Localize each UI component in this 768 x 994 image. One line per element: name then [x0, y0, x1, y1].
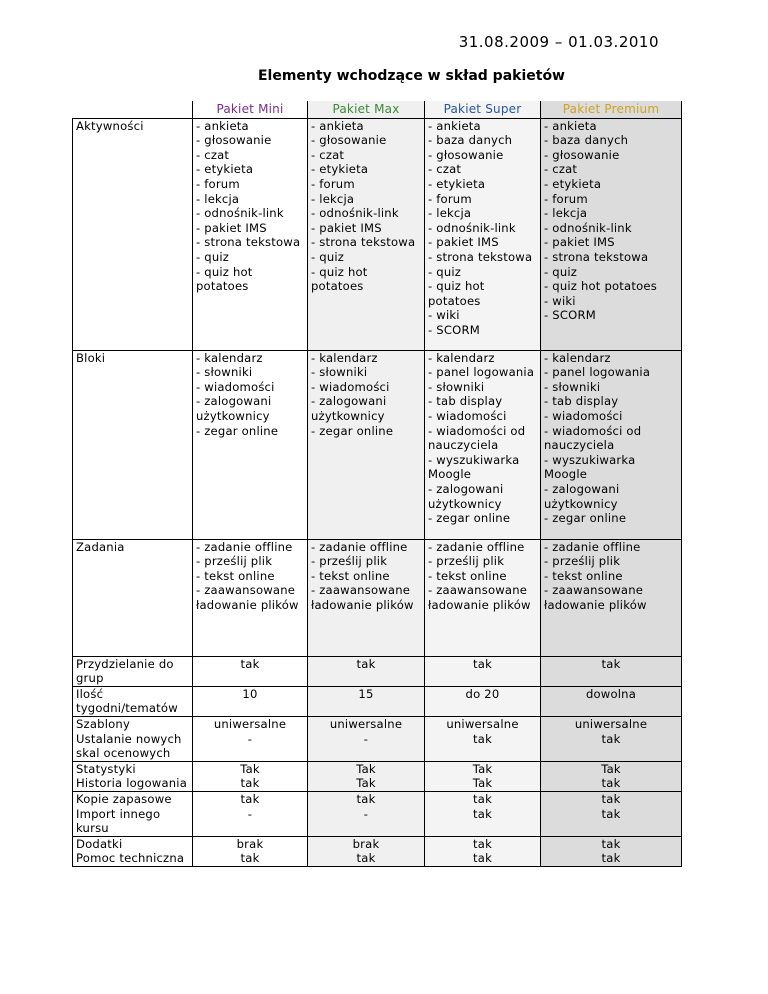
- cell-item: - quiz hot potatoes: [544, 279, 657, 294]
- cell-item: - ankieta: [544, 118, 597, 133]
- cell-item: - zalogowani użytkownicy: [311, 394, 387, 423]
- cell-item: - wiadomości: [311, 379, 390, 394]
- cell-item: - pakiet IMS: [544, 235, 615, 250]
- cell-item: Tak: [472, 776, 493, 791]
- cell-item: - SCORM: [544, 308, 596, 323]
- header-pakiet-mini: Pakiet Mini: [193, 101, 308, 118]
- cell-kopie-premium: [541, 791, 682, 836]
- cell-item: tak: [601, 851, 621, 866]
- cell-dodatki-max: [308, 836, 425, 866]
- cell-item: - quiz: [544, 264, 578, 279]
- cell-item: - wyszukiwarka Moogle: [428, 452, 520, 482]
- row-kopie-import: [73, 791, 682, 836]
- cell-item: - etykieta: [196, 162, 254, 177]
- cell-item: - wiadomości: [544, 408, 623, 423]
- cell-item: -: [247, 731, 253, 746]
- cell-item: - zadanie offline: [196, 539, 293, 554]
- cell-item: - wiki: [428, 308, 460, 323]
- cell-item: brak: [236, 836, 264, 851]
- cell-bloki-max: [308, 350, 425, 539]
- cell-item: - quiz: [428, 264, 462, 279]
- row-dodatki-pomoc: [73, 836, 682, 866]
- cell-ilosc-max: 15: [308, 686, 425, 716]
- cell-zadania-max: [308, 539, 425, 656]
- cell-item: tak: [356, 851, 376, 866]
- cell-szablony-super: [425, 716, 541, 761]
- row-zadania: [73, 539, 682, 656]
- cell-item: - quiz hot potatoes: [311, 264, 368, 294]
- cell-grupy-super: tak: [425, 656, 541, 686]
- cell-item: tak: [240, 776, 260, 791]
- cell-szablony-max: [308, 716, 425, 761]
- cell-item: - tab display: [544, 394, 619, 409]
- row-label-line: Ustalanie nowych skal ocenowych: [76, 731, 182, 761]
- cell-item: brak: [352, 836, 380, 851]
- cell-item: - ankieta: [311, 118, 364, 133]
- cell-grupy-premium: tak: [541, 656, 682, 686]
- cell-item: - słowniki: [544, 379, 601, 394]
- row-label-zadania: Zadania: [73, 539, 193, 656]
- cell-item: Tak: [356, 776, 376, 791]
- cell-bloki-premium: [541, 350, 682, 539]
- cell-item: - odnośnik-link: [196, 206, 284, 221]
- header-pakiet-premium: Pakiet Premium: [541, 101, 682, 118]
- cell-item: - quiz: [196, 249, 230, 264]
- cell-item: - quiz hot potatoes: [428, 279, 485, 308]
- cell-ilosc-mini: 10: [193, 686, 308, 716]
- cell-szablony-mini: [193, 716, 308, 761]
- cell-item: - zadanie offline: [428, 539, 525, 554]
- cell-item: - zegar online: [311, 423, 394, 438]
- cell-item: - pakiet IMS: [196, 220, 267, 235]
- cell-kopie-super: [425, 791, 541, 836]
- cell-item: Tak: [356, 761, 376, 776]
- cell-dodatki-premium: [541, 836, 682, 866]
- header-pakiet-max: Pakiet Max: [308, 101, 425, 118]
- cell-item: - prześlij plik: [311, 554, 388, 569]
- packages-table: [72, 101, 682, 867]
- cell-zadania-premium: [541, 539, 682, 656]
- cell-item: - zaawansowane ładowanie plików: [196, 583, 299, 612]
- cell-item: - słowniki: [196, 365, 253, 380]
- cell-item: - lekcja: [311, 191, 355, 206]
- cell-item: uniwersalne: [213, 716, 287, 731]
- cell-zadania-super: [425, 539, 541, 656]
- cell-item: - odnośnik-link: [544, 220, 632, 235]
- cell-ilosc-super: do 20: [425, 686, 541, 716]
- cell-item: - baza danych: [428, 133, 513, 148]
- cell-item: - czat: [544, 162, 578, 177]
- cell-item: - czat: [196, 147, 230, 162]
- cell-item: - strona tekstowa: [311, 235, 416, 250]
- cell-aktywnosci-super: [425, 118, 541, 350]
- cell-item: tak: [473, 731, 492, 746]
- cell-item: - lekcja: [428, 206, 472, 221]
- cell-statystyki-super: [425, 761, 541, 791]
- cell-item: uniwersalne: [574, 716, 648, 731]
- cell-item: - zadanie offline: [311, 539, 408, 554]
- row-label-bloki: Bloki: [73, 350, 193, 539]
- row-label-ilosc: Ilość tygodni/tematów: [73, 686, 193, 716]
- cell-item: Tak: [472, 761, 493, 776]
- cell-item: - słowniki: [311, 365, 368, 380]
- cell-item: - etykieta: [428, 176, 486, 191]
- cell-item: tak: [601, 836, 621, 851]
- cell-item: - prześlij plik: [428, 554, 505, 569]
- cell-item: - panel logowania: [544, 365, 651, 380]
- header-corner: [73, 101, 193, 118]
- cell-item: - czat: [311, 147, 345, 162]
- cell-item: - zalogowani użytkownicy: [544, 481, 620, 511]
- cell-item: - etykieta: [544, 176, 602, 191]
- cell-item: - wiadomości od nauczyciela: [544, 423, 642, 453]
- cell-item: - baza danych: [544, 133, 629, 148]
- row-label-line: Statystyki: [76, 761, 136, 776]
- cell-item: - forum: [196, 176, 240, 191]
- cell-item: - czat: [428, 162, 462, 177]
- cell-item: - ankieta: [428, 118, 481, 133]
- cell-item: tak: [356, 791, 376, 806]
- cell-statystyki-premium: [541, 761, 682, 791]
- row-label-line: Import innego kursu: [76, 806, 161, 836]
- cell-item: tak: [240, 791, 260, 806]
- cell-item: - zalogowani użytkownicy: [428, 481, 504, 511]
- row-label-kopie-import: [73, 791, 193, 836]
- cell-item: - strona tekstowa: [196, 235, 301, 250]
- cell-item: - strona tekstowa: [428, 249, 533, 264]
- cell-item: - zaawansowane ładowanie plików: [428, 583, 531, 612]
- cell-bloki-mini: [193, 350, 308, 539]
- cell-item: - tab display: [428, 394, 503, 409]
- cell-item: - zegar online: [428, 511, 511, 526]
- cell-item: - wyszukiwarka Moogle: [544, 452, 636, 482]
- cell-item: - kalendarz: [544, 350, 611, 365]
- cell-item: - kalendarz: [311, 350, 378, 365]
- row-label-szablony-skale: [73, 716, 193, 761]
- cell-dodatki-mini: [193, 836, 308, 866]
- row-label-aktywnosci: Aktywności: [73, 118, 193, 350]
- cell-item: - forum: [311, 176, 355, 191]
- cell-item: tak: [601, 776, 621, 791]
- row-statystyki-historia: [73, 761, 682, 791]
- cell-item: -: [247, 806, 253, 821]
- cell-item: - tekst online: [428, 568, 507, 583]
- cell-ilosc-premium: dowolna: [541, 686, 682, 716]
- cell-item: - słowniki: [428, 379, 485, 394]
- cell-item: - lekcja: [196, 191, 240, 206]
- cell-item: Tak: [240, 761, 260, 776]
- cell-item: - quiz hot potatoes: [196, 264, 253, 294]
- cell-item: - głosowanie: [196, 133, 272, 148]
- cell-item: tak: [473, 806, 492, 821]
- row-label-line: Szablony: [76, 716, 131, 731]
- cell-item: tak: [240, 851, 260, 866]
- cell-item: - pakiet IMS: [428, 235, 499, 250]
- cell-item: - zadanie offline: [544, 539, 641, 554]
- cell-item: - głosowanie: [428, 147, 504, 162]
- row-aktywnosci: [73, 118, 682, 350]
- header-pakiet-super: Pakiet Super: [425, 101, 541, 118]
- cell-item: - SCORM: [428, 322, 480, 337]
- cell-item: - etykieta: [311, 162, 369, 177]
- cell-item: - panel logowania: [428, 365, 535, 380]
- cell-item: - zegar online: [196, 423, 279, 438]
- cell-item: - strona tekstowa: [544, 249, 649, 264]
- cell-dodatki-super: [425, 836, 541, 866]
- cell-item: - głosowanie: [544, 147, 620, 162]
- cell-item: tak: [473, 851, 492, 866]
- cell-item: - zalogowani użytkownicy: [196, 394, 272, 423]
- cell-grupy-mini: tak: [193, 656, 308, 686]
- cell-item: - wiadomości: [428, 408, 507, 423]
- cell-kopie-mini: [193, 791, 308, 836]
- cell-item: tak: [601, 806, 621, 821]
- cell-item: - zegar online: [544, 511, 627, 526]
- cell-item: - forum: [544, 191, 588, 206]
- cell-item: tak: [473, 836, 492, 851]
- row-szablony-skale: [73, 716, 682, 761]
- cell-aktywnosci-max: [308, 118, 425, 350]
- cell-item: - tekst online: [544, 568, 623, 583]
- cell-item: - wiadomości: [196, 379, 275, 394]
- cell-item: tak: [473, 791, 492, 806]
- row-label-dodatki-pomoc: [73, 836, 193, 866]
- cell-item: - lekcja: [544, 206, 588, 221]
- cell-bloki-super: [425, 350, 541, 539]
- cell-item: - wiki: [544, 293, 576, 308]
- cell-item: - zaawansowane ładowanie plików: [544, 583, 647, 612]
- cell-aktywnosci-mini: [193, 118, 308, 350]
- cell-item: - ankieta: [196, 118, 249, 133]
- row-label-line: Pomoc techniczna: [76, 851, 185, 866]
- cell-item: tak: [601, 731, 621, 746]
- cell-item: - zaawansowane ładowanie plików: [311, 583, 414, 612]
- cell-item: - quiz: [311, 249, 345, 264]
- cell-item: - pakiet IMS: [311, 220, 382, 235]
- header-row: [73, 101, 682, 118]
- row-grupy: [73, 656, 682, 686]
- cell-item: - wiadomości od nauczyciela: [428, 423, 526, 453]
- row-label-line: Dodatki: [76, 836, 123, 851]
- cell-item: - prześlij plik: [544, 554, 621, 569]
- cell-item: - odnośnik-link: [311, 206, 399, 221]
- cell-item: uniwersalne: [329, 716, 403, 731]
- cell-item: - prześlij plik: [196, 554, 273, 569]
- cell-item: Tak: [601, 761, 621, 776]
- row-label-line: Kopie zapasowe: [76, 791, 172, 806]
- cell-item: - odnośnik-link: [428, 220, 516, 235]
- cell-item: tak: [601, 791, 621, 806]
- cell-statystyki-max: [308, 761, 425, 791]
- cell-item: - tekst online: [311, 568, 390, 583]
- row-label-grupy: Przydzielanie do grup: [73, 656, 193, 686]
- cell-statystyki-mini: [193, 761, 308, 791]
- row-ilosc: [73, 686, 682, 716]
- cell-grupy-max: tak: [308, 656, 425, 686]
- cell-kopie-max: [308, 791, 425, 836]
- cell-zadania-mini: [193, 539, 308, 656]
- cell-szablony-premium: [541, 716, 682, 761]
- cell-item: - głosowanie: [311, 133, 387, 148]
- cell-item: -: [363, 806, 369, 821]
- page-title: Elementy wchodzące w skład pakietów: [257, 68, 565, 84]
- cell-item: - tekst online: [196, 568, 275, 583]
- cell-aktywnosci-premium: [541, 118, 682, 350]
- cell-item: - kalendarz: [428, 350, 495, 365]
- cell-item: - kalendarz: [196, 350, 263, 365]
- row-bloki: [73, 350, 682, 539]
- row-label-statystyki-historia: [73, 761, 193, 791]
- cell-item: -: [363, 731, 369, 746]
- cell-item: - forum: [428, 191, 472, 206]
- row-label-line: Historia logowania: [76, 776, 188, 791]
- cell-item: uniwersalne: [446, 716, 519, 731]
- date-range: 31.08.2009 – 01.03.2010: [458, 33, 659, 51]
